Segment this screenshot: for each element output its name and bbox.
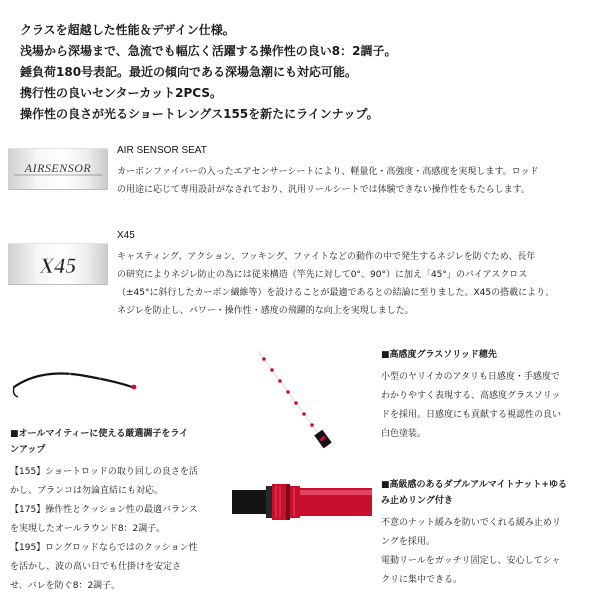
double-nut-body-line: 不意のナット緩みを防いでくれる緩み止めリ (381, 518, 561, 528)
intro-line-1: クラスを超越した性能＆デザイン仕様。 (20, 23, 235, 37)
solid-tip-body-line: わかりやすく表現する、高感度グラスソリッ (381, 391, 561, 401)
lineup-body-line: かし、ブランコは勿論直結にも対応。 (10, 486, 164, 496)
x45-logo-graphic (8, 244, 108, 284)
solid-tip-heading-line: ■高感度グラスソリッド穂先 (381, 350, 497, 360)
x45-line: （±45°に斜行したカーボン繊維等）を設けることが最適であるとの結論に至りました。X45の搭載により、 (117, 288, 555, 298)
x45-description (117, 248, 554, 320)
solid-tip-body-line: 白色塗装。 (381, 429, 427, 439)
lineup-body-line: を活かし、波の高い日でも仕掛けを安定さ (10, 562, 182, 572)
intro-line-3: 錘負荷180号表記。最近の傾向である深場急潮にも対応可能。 (20, 65, 358, 79)
bent-rod-image (10, 365, 140, 405)
air-sensor-seat-line: カーボンファイバーの入ったエアセンサーシートにより、軽量化・高強度・高感度を実現します。ロッド (117, 167, 539, 177)
lineup-heading-line: ンアップ (10, 445, 46, 455)
double-nut-heading-line: み止めリング付き (381, 496, 453, 506)
x45-logo-text: X45 (39, 253, 77, 278)
intro-block (20, 20, 585, 125)
double-nut-body-line: ングを採用。 (381, 537, 435, 547)
x45-title: X45 (117, 230, 135, 241)
lineup-body-line: せ、バレを防ぐ8：2調子。 (10, 581, 121, 591)
lineup-body-line: 【175】操作性とクッション性の最適バランス (10, 505, 198, 515)
double-nut-body-line: クリに集中できる。 (381, 575, 463, 585)
double-nut-image (232, 476, 372, 528)
intro-line-2: 浅場から深場まで、急流でも幅広く活躍する操作性の良い8：2調子。 (20, 44, 397, 58)
lineup-body-line: を実現したオールラウンド8：2調子。 (10, 524, 166, 534)
lineup-body (10, 463, 198, 596)
intro-line-4: 携行性の良いセンターカット2PCS。 (20, 86, 222, 100)
double-nut-body (381, 514, 561, 590)
lineup-heading (10, 426, 188, 458)
x45-logo (8, 243, 108, 285)
x45-line: の研究によりネジレ防止の為には従来構造（竿先に対して0°、90°）に加え「45°」のバイアスクロス (117, 270, 528, 280)
airsensor-logo-graphic (8, 149, 108, 189)
airsensor-logo-text: AIRSENSOR (24, 161, 92, 175)
solid-tip-body-line: 小型のヤリイカのアタリも日感度・手感度で (381, 372, 560, 382)
intro-line-5: 操作性の良さが光るショートレングス155を新たにラインナップ。 (20, 107, 379, 121)
air-sensor-seat-description (117, 163, 538, 199)
lineup-heading-line: ■オールマイティーに使える厳選調子をライ (10, 429, 189, 439)
double-nut-body-line: 電動リールをガッチリ固定し、安心してシャ (381, 556, 561, 566)
x45-line: ネジレを防止し、パワー・操作性・感度の飛躍的な向上を実現しました。 (117, 306, 414, 316)
x45-line: キャスティング、アクション、フッキング、ファイトなどの動作の中で発生するネジレを防ぐため、長年 (117, 252, 536, 262)
solid-tip-body (381, 368, 561, 444)
double-nut-heading (381, 477, 567, 509)
air-sensor-seat-title: AIR SENSOR SEAT (117, 145, 207, 156)
lineup-body-line: 【155】ショートロッドの取り回しの良さを活 (10, 467, 198, 477)
double-nut-heading-line: ■高級感のあるダブルアルマイトナット+ゆる (381, 480, 567, 490)
solid-tip-heading (381, 347, 497, 363)
solid-tip-rod-image (250, 345, 340, 455)
airsensor-logo (8, 148, 108, 190)
solid-tip-body-line: ドを採用。日感度にも貢献する視認性の良い (381, 410, 562, 420)
lineup-body-line: 【195】ロングロッドならではのクッション性 (10, 543, 198, 553)
air-sensor-seat-line: の用途に応じて専用設計がなされており、汎用リールシートでは体験できない操作性をもたらします。 (117, 185, 530, 195)
